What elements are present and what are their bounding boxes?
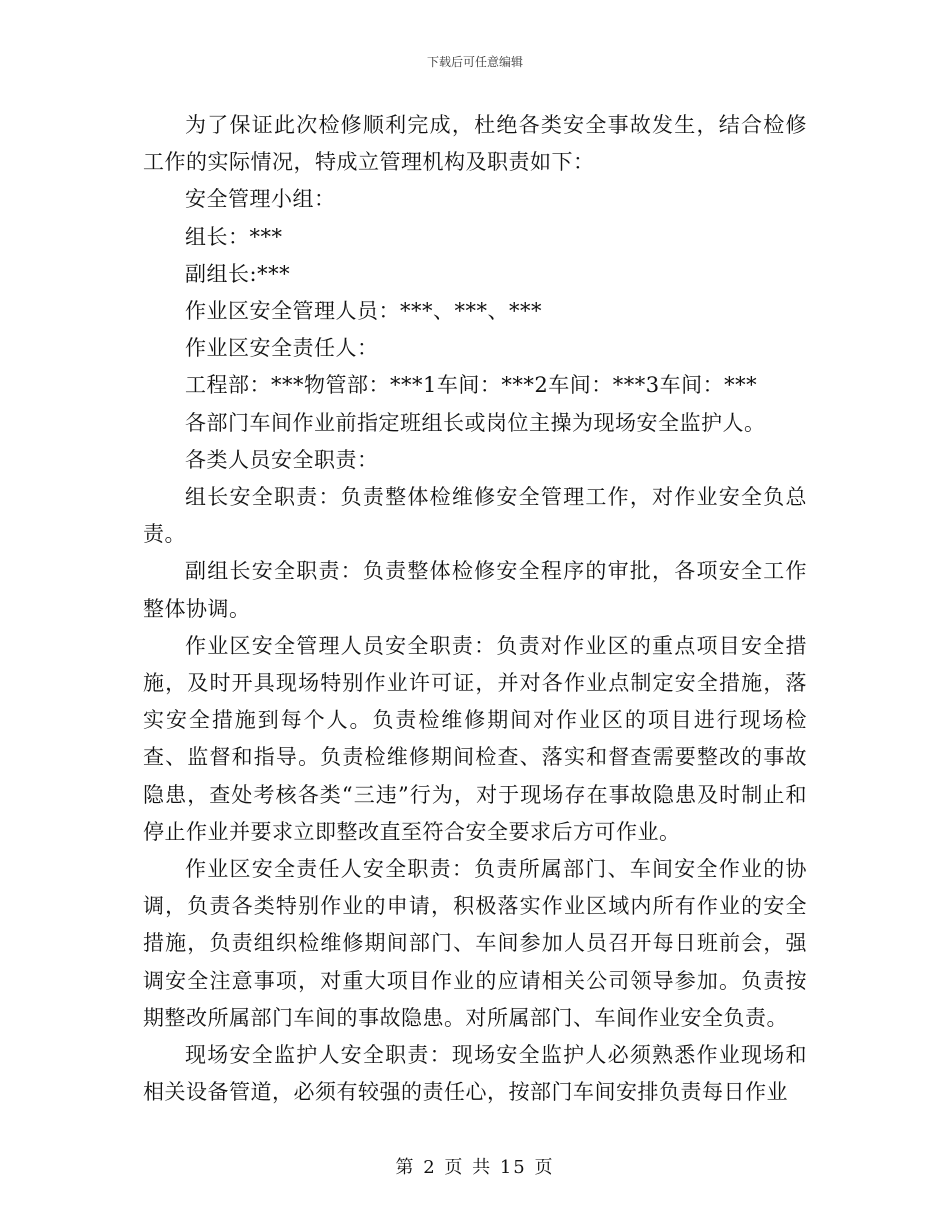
paragraph-responsible-duties: 作业区安全责任人安全职责：负责所属部门、车间安全作业的协调，负责各类特别作业的申请，积极落实作业区域内所有作业的安全措施，负责组织检维修期间部门、车间参加人员召开每日班前会，强调安全注意事项，对重大项目作业的应请相关公司领导参加。负责按期整改所属部门车间的事故隐患。对所属部门、车间作业安全负责。 bbox=[143, 857, 807, 1030]
paragraph-area-responsible: 作业区安全责任人： bbox=[185, 336, 379, 361]
paragraph-supervisor-duties: 现场安全监护人安全职责：现场安全监护人必须熟悉作业现场和相关设备管道，必须有较强的责任心，按部门车间安排负责每日作业 bbox=[143, 1043, 807, 1105]
paragraph-safety-group: 安全管理小组： bbox=[185, 187, 336, 212]
paragraph-leader-duties: 组长安全职责：负责整体检维修安全管理工作，对作业安全负总责。 bbox=[143, 485, 807, 547]
paragraph-departments: 工程部：***物管部：***1车间：***2车间：***3车间：*** bbox=[185, 373, 758, 398]
page-header: 下载后可任意编辑 bbox=[426, 55, 523, 69]
page-number: 第 2 页 共 15 页 bbox=[395, 1157, 555, 1178]
document-body bbox=[143, 107, 807, 1111]
paragraph-duties-heading: 各类人员安全职责： bbox=[185, 447, 379, 472]
paragraph-area-managers: 作业区安全管理人员：***、***、*** bbox=[185, 299, 542, 324]
paragraph-deputy-duties: 副组长安全职责：负责整体检修安全程序的审批，各项安全工作整体协调。 bbox=[143, 559, 807, 621]
paragraph-supervisor-note: 各部门车间作业前指定班组长或岗位主操为现场安全监护人。 bbox=[185, 410, 766, 435]
paragraph-deputy-leader: 副组长:*** bbox=[185, 261, 291, 286]
paragraph-manager-duties: 作业区安全管理人员安全职责：负责对作业区的重点项目安全措施，及时开具现场特别作业许可证，并对各作业点制定安全措施，落实安全措施到每个人。负责检维修期间对作业区的项目进行现场检查、监督和指导。负责检维修期间检查、落实和督查需要整改的事故隐患，查处考核各类“三违”行为，对于现场存在事故隐患及时制止和停止作业并要求立即整改直至符合安全要求后方可作业。 bbox=[143, 633, 807, 844]
paragraph-intro: 为了保证此次检修顺利完成，杜绝各类安全事故发生，结合检修工作的实际情况，特成立管理机构及职责如下： bbox=[143, 113, 807, 175]
paragraph-leader: 组长：*** bbox=[185, 224, 283, 249]
